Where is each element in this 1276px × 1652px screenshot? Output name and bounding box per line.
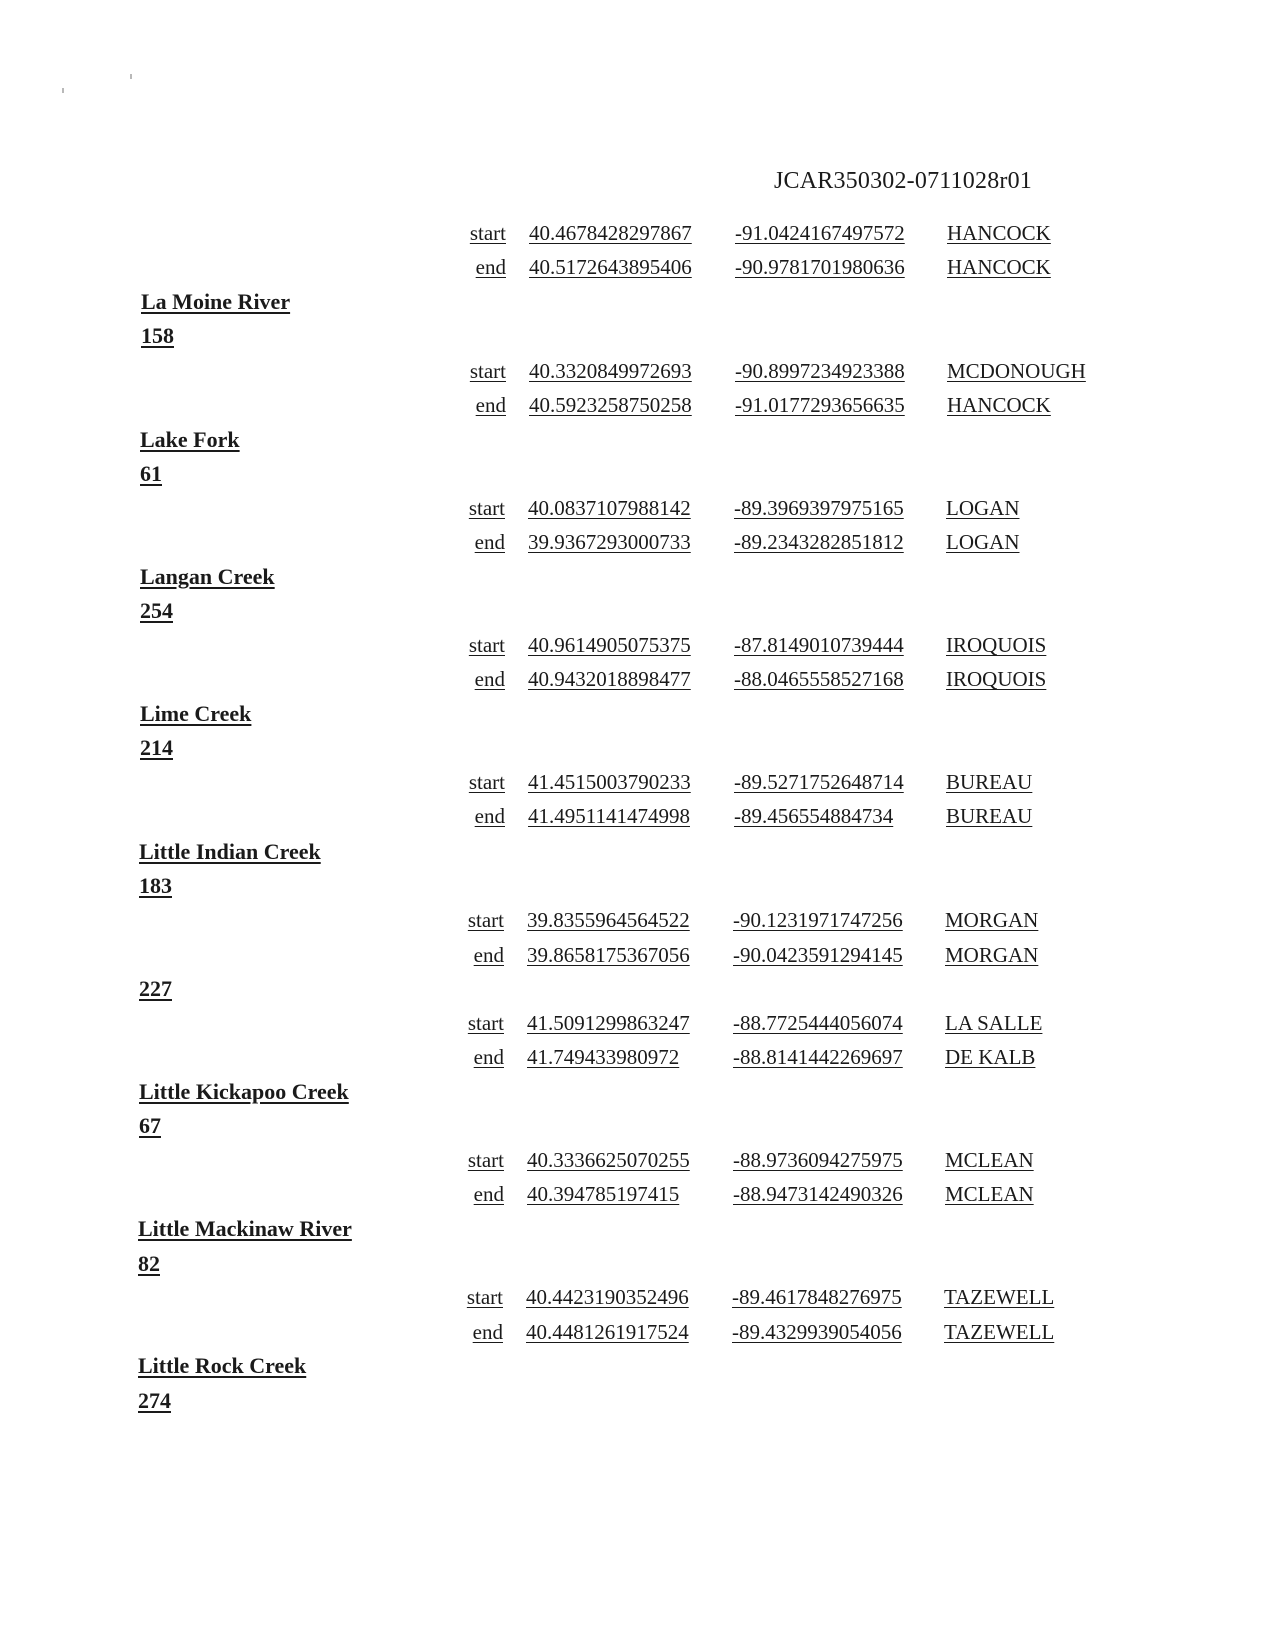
stream-name-line [0, 287, 600, 317]
county-name: HANCOCK [947, 393, 1051, 417]
point-label: start [467, 1148, 504, 1172]
point-label: end [472, 1320, 503, 1344]
coordinate-row-end [0, 664, 1276, 694]
latitude-value: 40.3320849972693 [529, 359, 692, 383]
county-name: MORGAN [945, 943, 1039, 967]
stream-code: 254 [140, 598, 173, 623]
county-name: MCLEAN [945, 1148, 1034, 1172]
longitude-value: -89.456554884734 [734, 804, 894, 828]
county-name: HANCOCK [947, 221, 1051, 245]
longitude-value: -89.5271752648714 [734, 770, 904, 794]
scan-speck [130, 74, 132, 79]
latitude-value: 40.394785197415 [527, 1182, 680, 1206]
stream-code: 67 [139, 1113, 161, 1138]
coordinate-row-start [0, 356, 1276, 386]
county-name: MCLEAN [945, 1182, 1034, 1206]
stream-code-line [0, 974, 600, 1004]
longitude-value: -88.0465558527168 [734, 667, 904, 691]
stream-code-line [0, 459, 600, 489]
point-label: end [475, 393, 506, 417]
point-label: start [466, 1285, 503, 1309]
point-label: start [467, 1011, 504, 1035]
latitude-value: 40.5172643895406 [529, 255, 692, 279]
stream-code-line [0, 1111, 600, 1141]
latitude-value: 41.4951141474998 [528, 804, 690, 828]
point-label: end [474, 804, 505, 828]
stream-name: Lime Creek [140, 701, 252, 726]
stream-name-line [0, 562, 600, 592]
longitude-value: -89.4617848276975 [732, 1285, 902, 1309]
latitude-value: 41.4515003790233 [528, 770, 691, 794]
latitude-value: 39.8355964564522 [527, 908, 690, 932]
coordinate-row-end [0, 1179, 1276, 1209]
longitude-value: -88.8141442269697 [733, 1045, 903, 1069]
coordinate-row-start [0, 1145, 1276, 1175]
longitude-value: -88.9473142490326 [733, 1182, 903, 1206]
stream-name: Lake Fork [140, 427, 240, 452]
point-label: end [474, 530, 505, 554]
point-label: end [473, 1182, 504, 1206]
coordinate-row-end [0, 801, 1276, 831]
stream-code-line [0, 1386, 600, 1416]
county-name: LA SALLE [945, 1011, 1043, 1035]
county-name: MCDONOUGH [947, 359, 1086, 383]
county-name: TAZEWELL [944, 1285, 1055, 1309]
longitude-value: -90.8997234923388 [735, 359, 905, 383]
stream-code: 158 [141, 323, 174, 348]
longitude-value: -90.0423591294145 [733, 943, 903, 967]
latitude-value: 41.5091299863247 [527, 1011, 690, 1035]
coordinate-row-start [0, 1008, 1276, 1038]
latitude-value: 39.9367293000733 [528, 530, 691, 554]
point-label: start [468, 633, 505, 657]
document-id: JCAR350302-0711028r01 [774, 168, 1032, 194]
stream-code-line [0, 321, 600, 351]
coordinate-row-end [0, 940, 1276, 970]
point-label: start [467, 908, 504, 932]
county-name: TAZEWELL [944, 1320, 1055, 1344]
county-name: BUREAU [946, 770, 1033, 794]
point-label: end [474, 667, 505, 691]
stream-code: 61 [140, 461, 162, 486]
point-label: end [473, 943, 504, 967]
county-name: IROQUOIS [946, 667, 1047, 691]
coordinate-row-end [0, 390, 1276, 420]
point-label: start [469, 221, 506, 245]
longitude-value: -91.0177293656635 [735, 393, 905, 417]
longitude-value: -88.7725444056074 [733, 1011, 903, 1035]
longitude-value: -89.3969397975165 [734, 496, 904, 520]
stream-code: 82 [138, 1251, 160, 1276]
stream-name-line [0, 699, 600, 729]
stream-name-line [0, 837, 600, 867]
longitude-value: -89.2343282851812 [734, 530, 904, 554]
latitude-value: 40.3336625070255 [527, 1148, 690, 1172]
stream-code-line [0, 871, 600, 901]
stream-code: 227 [139, 976, 172, 1001]
longitude-value: -91.0424167497572 [735, 221, 905, 245]
longitude-value: -87.8149010739444 [734, 633, 904, 657]
latitude-value: 41.749433980972 [527, 1045, 680, 1069]
county-name: IROQUOIS [946, 633, 1047, 657]
stream-name-line [0, 1351, 600, 1381]
county-name: HANCOCK [947, 255, 1051, 279]
stream-code-line [0, 1249, 600, 1279]
latitude-value: 40.9432018898477 [528, 667, 691, 691]
stream-name: La Moine River [141, 289, 291, 314]
county-name: DE KALB [945, 1045, 1036, 1069]
coordinate-row-start [0, 905, 1276, 935]
coordinate-row-end [0, 527, 1276, 557]
latitude-value: 39.8658175367056 [527, 943, 690, 967]
stream-code: 183 [139, 873, 172, 898]
point-label: start [468, 496, 505, 520]
coordinate-row-start [0, 493, 1276, 523]
coordinate-row-end [0, 1317, 1276, 1347]
stream-name: Little Kickapoo Creek [139, 1079, 349, 1104]
longitude-value: -90.1231971747256 [733, 908, 903, 932]
point-label: end [475, 255, 506, 279]
scan-speck [62, 88, 64, 93]
coordinate-row-start [0, 218, 1276, 248]
latitude-value: 40.5923258750258 [529, 393, 692, 417]
latitude-value: 40.4481261917524 [526, 1320, 689, 1344]
latitude-value: 40.0837107988142 [528, 496, 691, 520]
stream-name-line [0, 1214, 600, 1244]
coordinate-row-end [0, 252, 1276, 282]
longitude-value: -88.9736094275975 [733, 1148, 903, 1172]
latitude-value: 40.4423190352496 [526, 1285, 689, 1309]
stream-name: Little Indian Creek [139, 839, 321, 864]
longitude-value: -89.4329939054056 [732, 1320, 902, 1344]
latitude-value: 40.9614905075375 [528, 633, 691, 657]
point-label: end [473, 1045, 504, 1069]
county-name: MORGAN [945, 908, 1039, 932]
coordinate-row-end [0, 1042, 1276, 1072]
county-name: LOGAN [946, 496, 1020, 520]
stream-code: 214 [140, 735, 173, 760]
latitude-value: 40.4678428297867 [529, 221, 692, 245]
stream-code-line [0, 596, 600, 626]
stream-name: Little Mackinaw River [138, 1216, 352, 1241]
county-name: BUREAU [946, 804, 1033, 828]
coordinate-row-start [0, 630, 1276, 660]
stream-name-line [0, 425, 600, 455]
coordinate-row-start [0, 1282, 1276, 1312]
longitude-value: -90.9781701980636 [735, 255, 905, 279]
county-name: LOGAN [946, 530, 1020, 554]
point-label: start [469, 359, 506, 383]
stream-code-line [0, 733, 600, 763]
stream-name-line [0, 1077, 600, 1107]
coordinate-row-start [0, 767, 1276, 797]
stream-code: 274 [138, 1388, 171, 1413]
point-label: start [468, 770, 505, 794]
stream-name: Langan Creek [140, 564, 275, 589]
stream-name: Little Rock Creek [138, 1353, 307, 1378]
